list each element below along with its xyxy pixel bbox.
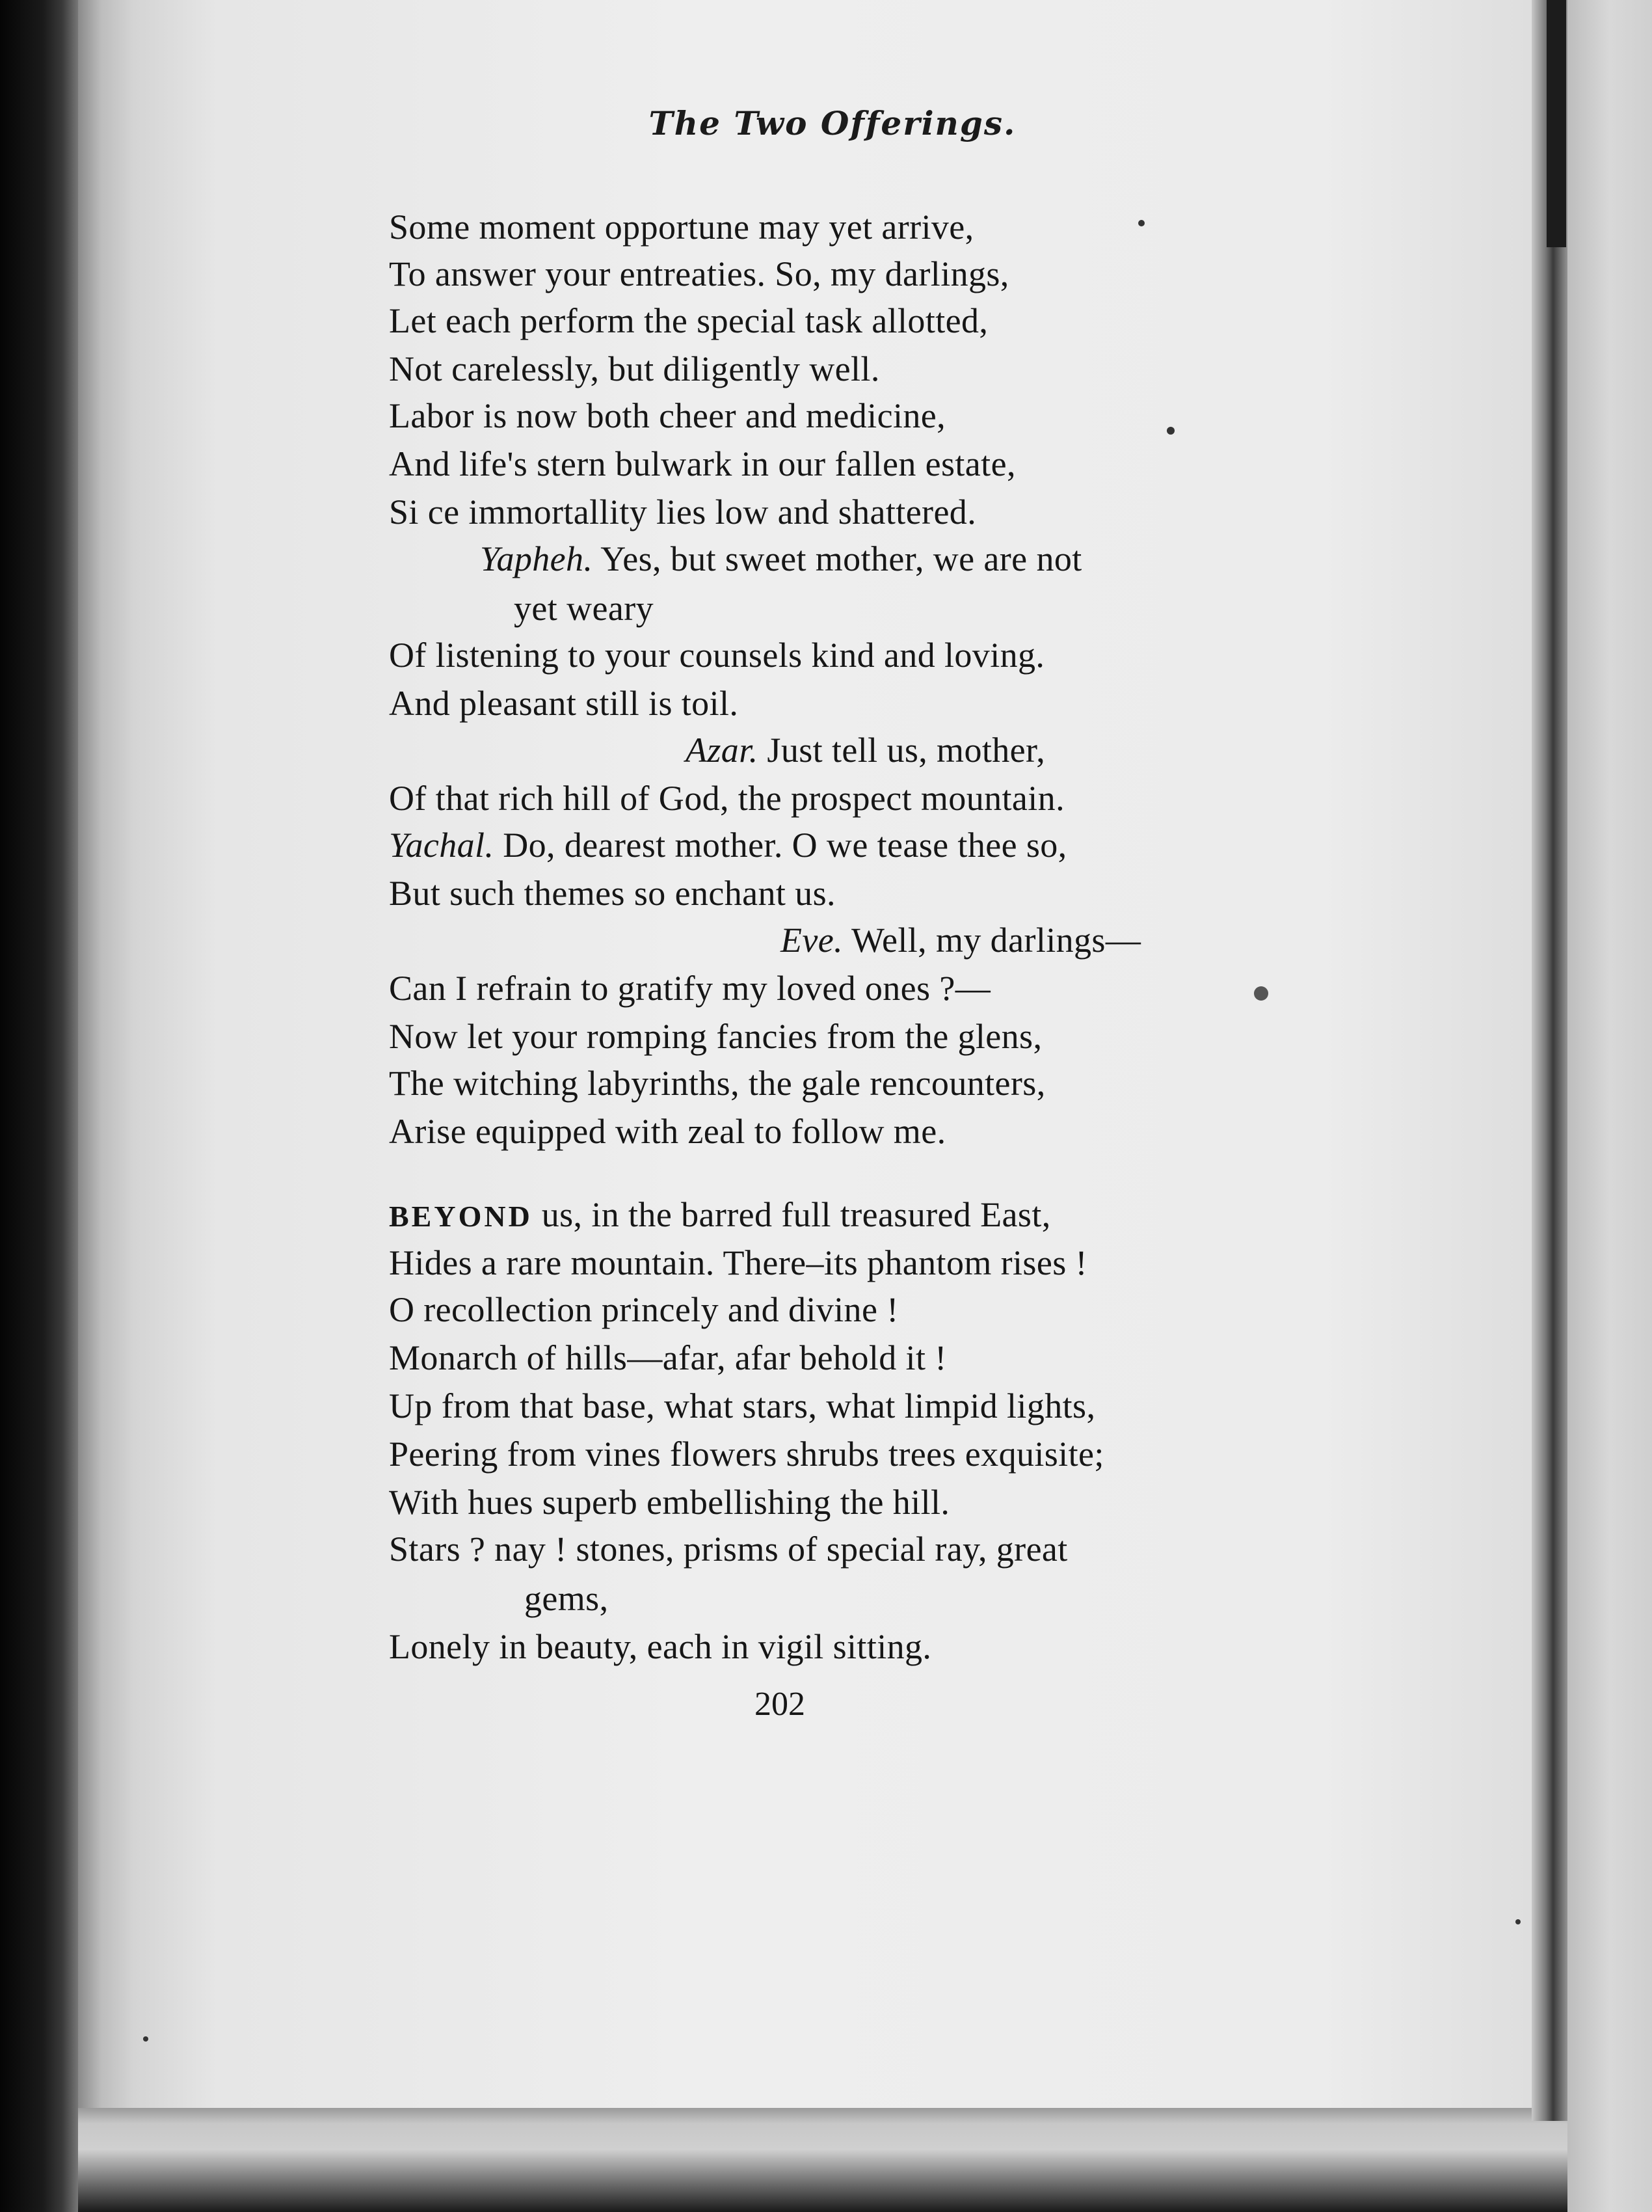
text-line (389, 1019, 1042, 1054)
small-caps-word: BEYOND (389, 1200, 533, 1233)
line-text: Labor is now both cheer and medicine, (389, 396, 946, 435)
text-line (389, 781, 1065, 816)
text-line (389, 686, 738, 721)
line-text: Some moment opportune may yet arrive, (389, 208, 974, 247)
line-text: Let each perform the special task allotted, (389, 301, 989, 340)
text-line (389, 446, 1016, 481)
speaker-name: Azar. (686, 731, 758, 770)
line-text: O recollection princely and divine ! (389, 1290, 899, 1329)
text-line (389, 1292, 899, 1327)
line-text: And life's stern bulwark in our fallen estate, (389, 444, 1016, 483)
text-line (389, 1485, 950, 1520)
text-line (389, 494, 976, 530)
speaker-name: Yachal. (389, 826, 494, 865)
text-line (524, 1581, 609, 1616)
line-text: gems, (524, 1579, 609, 1618)
line-text: Now let your romping fancies from the glens, (389, 1017, 1043, 1056)
line-text: Just tell us, mother, (758, 731, 1046, 770)
line-text: Peering from vines flowers shrubs trees exquisite; (389, 1435, 1104, 1474)
text-line (389, 1066, 1046, 1101)
line-text: To answer your entreaties. So, my darlings, (389, 254, 1009, 293)
line-text: Yes, but sweet mother, we are not (593, 539, 1082, 578)
page-number: 202 (754, 1686, 805, 1723)
text-line (389, 828, 1067, 863)
line-text: But such themes so enchant us. (389, 874, 836, 913)
line-text: The witching labyrinths, the gale rencounters, (389, 1064, 1046, 1103)
line-text: Of that rich hill of God, the prospect mountain. (389, 779, 1065, 818)
line-text: Hides a rare mountain. There–its phantom rises ! (389, 1243, 1087, 1282)
text-line (389, 1531, 1068, 1567)
text-line (389, 1388, 1095, 1423)
line-text: Monarch of hills—afar, afar behold it ! (389, 1338, 947, 1377)
text-line (686, 733, 1045, 768)
line-text: Stars ? nay ! stones, prisms of special ray, great (389, 1530, 1068, 1569)
line-text: yet weary (514, 589, 654, 628)
text-line (780, 923, 1141, 958)
text-line (389, 1197, 1051, 1232)
line-text: And pleasant still is toil. (389, 684, 739, 723)
text-line (389, 398, 946, 433)
text-line (514, 591, 654, 626)
speaker-name: Yapheh. (480, 539, 593, 578)
line-text: Si ce immortallity lies low and shattered. (389, 492, 977, 532)
line-text: Can I refrain to gratify my loved ones ?— (389, 969, 991, 1008)
line-text: Arise equipped with zeal to follow me. (389, 1112, 946, 1151)
text-line (389, 1340, 947, 1375)
line-text: Up from that base, what stars, what limpid lights, (389, 1386, 1096, 1425)
line-text: With hues superb embellishing the hill. (389, 1483, 950, 1522)
text-line (389, 638, 1045, 673)
speaker-name: Eve. (780, 921, 844, 960)
text-line (389, 1436, 1104, 1472)
text-line (389, 876, 836, 911)
line-text: Lonely in beauty, each in vigil sitting. (389, 1627, 932, 1666)
line-text: Not carelessly, but diligently well. (389, 349, 880, 388)
text-line (389, 303, 988, 338)
text-line (389, 1114, 946, 1149)
line-text: Of listening to your counsels kind and loving. (389, 636, 1045, 675)
text-line (389, 256, 1009, 291)
line-text: us, in the barred full treasured East, (532, 1195, 1051, 1234)
line-text: Do, dearest mother. O we tease thee so, (494, 826, 1067, 865)
running-head: The Two Offerings. (648, 104, 1017, 142)
text-line (389, 971, 991, 1006)
text-line (389, 209, 974, 245)
text-line (389, 1245, 1087, 1280)
text-line (389, 351, 880, 386)
line-text: Well, my darlings— (843, 921, 1141, 960)
text-line (480, 541, 1082, 576)
text-line (389, 1629, 931, 1664)
